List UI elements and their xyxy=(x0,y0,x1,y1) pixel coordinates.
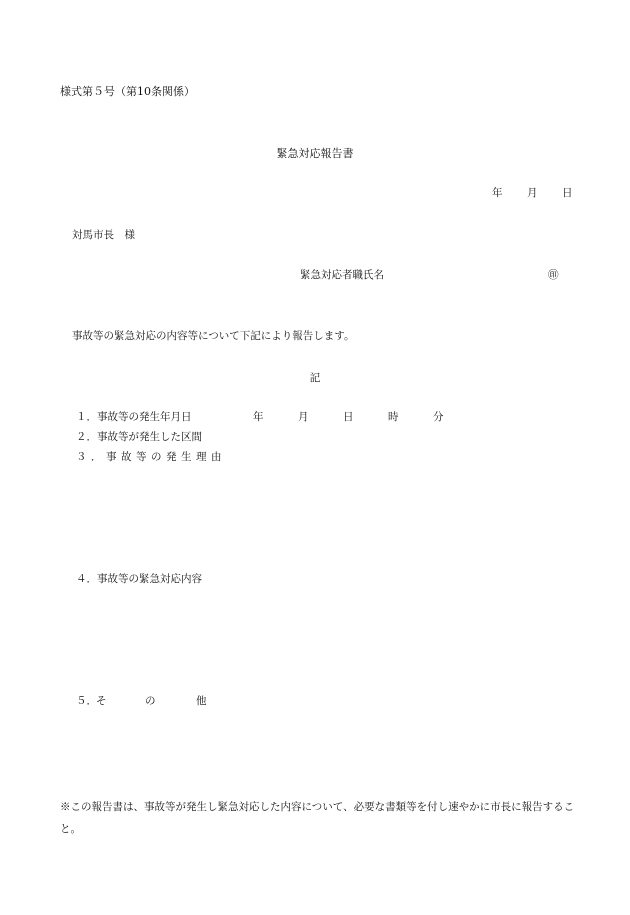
intro-text: 事故等の緊急対応の内容等について下記により報告します。 xyxy=(72,330,355,342)
item-response-label: ４．事故等の緊急対応内容 xyxy=(76,573,202,585)
item-section-label: ２．事故等が発生した区間 xyxy=(76,431,202,443)
date-month-label: 月 xyxy=(527,187,538,199)
document-title: 緊急対応報告書 xyxy=(276,147,354,160)
occurrence-hour-label: 時 xyxy=(388,411,399,423)
date-day-label: 日 xyxy=(562,187,573,199)
item-other-char-1: そ xyxy=(96,695,107,707)
reporter-name-label: 緊急対応者職氏名 xyxy=(300,269,384,281)
occurrence-month-label: 月 xyxy=(298,411,309,423)
occurrence-minute-label: 分 xyxy=(433,411,444,423)
occurrence-year-label: 年 xyxy=(253,411,264,423)
ki-heading: 記 xyxy=(309,372,321,384)
footnote: ※この報告書は、事故等が発生し緊急対応した内容について、必要な書類等を付し速やかに市長に報告すること。 xyxy=(60,801,575,835)
form-number: 様式第５号（第10条関係） xyxy=(60,85,195,98)
date-year-label: 年 xyxy=(492,187,503,199)
item-other-number: ５． xyxy=(76,695,97,707)
occurrence-day-label: 日 xyxy=(343,411,354,423)
seal-mark: ㊞ xyxy=(548,269,559,281)
item-other-char-2: の xyxy=(145,695,156,707)
addressee: 対馬市長 様 xyxy=(72,229,135,241)
item-occurrence-date-label: １．事故等の発生年月日 xyxy=(76,411,192,423)
item-reason-label: ３．事故等の発生理由 xyxy=(76,451,226,463)
item-other-char-3: 他 xyxy=(196,695,207,707)
